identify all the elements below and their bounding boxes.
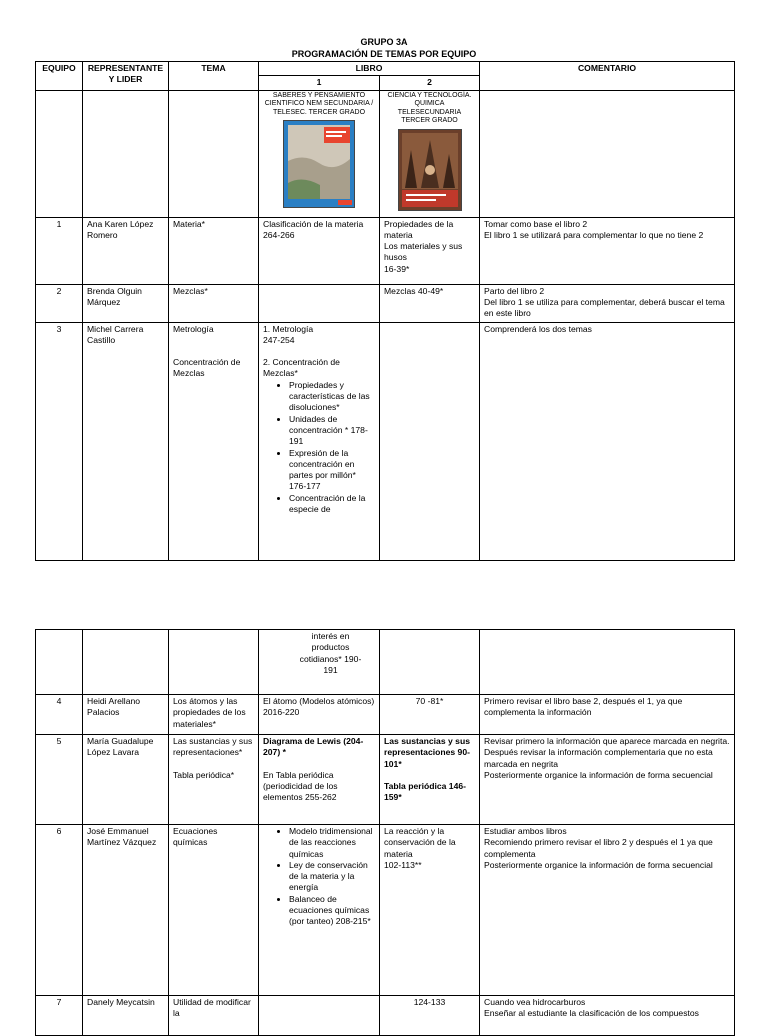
table-row-1	[36, 217, 735, 284]
book-2-title: CIENCIA Y TECNOLOGÍA. QUIMICA TELESECUNDARIA TERCER GRADO	[387, 91, 472, 125]
book-1-title: SABERES Y PENSAMIENTO CIENTIFICO NEM SECUNDARIA / TELESEC. TERCER GRADO	[264, 91, 374, 116]
libro1-1-pages: 264-266	[263, 229, 295, 240]
libro2-6-pages: 102-113**	[384, 859, 422, 870]
list-item: • Balanceo de ecuaciones químicas (por tanteo) 208-215*	[289, 894, 375, 928]
tema-6: Ecuaciones químicas	[169, 825, 259, 996]
books-row	[36, 90, 735, 217]
libro1-5-lewis: Diagrama de Lewis (204-207) *	[263, 736, 364, 758]
equipo-1: 1	[36, 217, 83, 284]
libro1-6	[259, 825, 380, 996]
libro2-5	[380, 735, 480, 825]
table-row-2	[36, 284, 735, 322]
equipo-3: 3	[36, 322, 83, 560]
col-header-representante: REPRESENTANTE Y LIDER	[83, 62, 169, 91]
libro1-3-continued	[259, 630, 380, 695]
comentario-3: Comprenderá los dos temas	[480, 322, 735, 560]
list-item: • Ley de conservación de la materia y la energía	[289, 860, 375, 894]
libro1-5	[259, 735, 380, 825]
equipo-7: 7	[36, 996, 83, 1036]
program-table-part-2	[35, 629, 735, 1036]
libro1-5-tabla: En Tabla periódica (periodicidad de los elementos 255-262	[263, 769, 338, 803]
comentario-6-c: Posteriormente organice la información de forma secuencial	[484, 859, 713, 870]
libro1-4-topic: El átomo (Modelos atómicos)	[263, 696, 375, 706]
comentario-2-b: Del libro 1 se utiliza para complementar, deberá buscar el tema en este libro	[484, 296, 725, 319]
libro2-1-pages: 16-39*	[384, 263, 410, 274]
book-2-cell	[380, 90, 480, 217]
equipo-5: 5	[36, 735, 83, 825]
col-header-comentario: COMENTARIO	[480, 62, 735, 91]
doc-title-program: PROGRAMACIÓN DE TEMAS POR EQUIPO	[291, 49, 477, 59]
equipo-6: 6	[36, 825, 83, 996]
comentario-2	[480, 284, 735, 322]
rep-3: Michel Carrera Castillo	[83, 322, 169, 560]
col-header-equipo: EQUIPO	[36, 62, 83, 91]
comentario-5-b: Después revisar la información complementaria que no esta marcada en negrita	[484, 747, 713, 769]
libro2-4: 70 -81*	[380, 695, 480, 735]
book-2-cover	[398, 129, 462, 211]
list-item: • Concentración de la especie de	[289, 493, 375, 516]
tema-1: Materia*	[169, 217, 259, 284]
libro1-3-metrologia: 1. Metrología	[263, 323, 314, 334]
comentario-6-a: Estudiar ambos libros	[484, 826, 567, 836]
list-item: • Propiedades y características de las disoluciones*	[289, 380, 375, 414]
tema-7: Utilidad de modificar la	[169, 996, 259, 1036]
col-header-libro: LIBRO	[259, 62, 480, 76]
table-row-6	[36, 825, 735, 996]
tema-5	[169, 735, 259, 825]
col-header-tema: TEMA	[169, 62, 259, 91]
col-header-libro-2: 2	[380, 76, 480, 90]
comentario-1	[480, 217, 735, 284]
libro1-3-concentracion: 2. Concentración de Mezclas*	[263, 357, 340, 379]
comentario-2-a: Parto del libro 2	[484, 285, 545, 296]
tema-5-a: Las sustancias y sus representaciones*	[173, 736, 253, 758]
libro1-4-pages: 2016-220	[263, 707, 300, 718]
comentario-5	[480, 735, 735, 825]
libro2-1-topic-a: Propiedades de la materia	[384, 218, 454, 240]
libro2-1-topic-b: Los materiales y sus husos	[384, 241, 463, 263]
tema-3-b: Concentración de Mezclas	[173, 356, 241, 379]
comentario-1-b: El libro 1 se utilizará para complementar lo que no tiene 2	[484, 229, 704, 240]
table-row-3-continued	[36, 630, 735, 695]
libro2-6	[380, 825, 480, 996]
comentario-4: Primero revisar el libro base 2, después el 1, ya que complementa la información	[480, 695, 735, 735]
tema-5-b: Tabla periódica*	[173, 769, 235, 780]
rep-7: Danely Meycatsin	[83, 996, 169, 1036]
tema-3	[169, 322, 259, 560]
libro2-1	[380, 217, 480, 284]
comentario-5-c: Posteriormente organice la información de forma secuencial	[484, 769, 713, 780]
rep-6: José Emmanuel Martínez Vázquez	[83, 825, 169, 996]
libro2-5-sustancias: Las sustancias y sus representaciones 90-101*	[384, 736, 470, 769]
libro1-4	[259, 695, 380, 735]
libro1-3-continued-text: interés en productos cotidianos* 190-191	[299, 631, 362, 675]
col-header-libro-1: 1	[259, 76, 380, 90]
list-item: • Modelo tridimensional de las reacciones químicas	[289, 826, 375, 860]
comentario-7	[480, 996, 735, 1036]
tema-4: Los átomos y las propiedades de los materiales*	[169, 695, 259, 735]
rep-2: Brenda Olguin Márquez	[83, 284, 169, 322]
book-1-cover	[283, 120, 355, 208]
libro2-7: 124-133	[380, 996, 480, 1036]
libro1-3	[259, 322, 380, 560]
comentario-7-b: Enseñar al estudiante la clasificación de los compuestos	[484, 1008, 699, 1019]
list-item: • Expresión de la concentración en partes por millón* 176-177	[289, 448, 375, 493]
table-row-5	[36, 735, 735, 825]
comentario-6-b: Recomiendo primero revisar el libro 2 y después el 1 ya que complementa	[484, 837, 713, 859]
tema-3-a: Metrología	[173, 323, 214, 334]
comentario-7-a: Cuando vea hidrocarburos	[484, 997, 586, 1007]
equipo-4: 4	[36, 695, 83, 735]
libro1-3-metrologia-pages: 247-254	[263, 334, 295, 345]
doc-title-group: GRUPO 3A	[360, 37, 408, 47]
list-item: • Unidades de concentración * 178- 191	[289, 414, 375, 448]
rep-5: María Guadalupe López Lavara	[83, 735, 169, 825]
rep-1: Ana Karen López Romero	[83, 217, 169, 284]
libro2-6-topic: La reacción y la conservación de la materia	[384, 826, 456, 859]
libro2-2: Mezclas 40-49*	[380, 284, 480, 322]
libro1-1	[259, 217, 380, 284]
libro1-3-bullets	[263, 380, 375, 516]
comentario-5-a: Revisar primero la información que aparece marcada en negrita.	[484, 736, 730, 746]
table-row-7	[36, 996, 735, 1036]
tema-2: Mezclas*	[169, 284, 259, 322]
libro2-5-tabla: Tabla periódica 146-159*	[384, 780, 466, 803]
equipo-2: 2	[36, 284, 83, 322]
book-1-cell	[259, 90, 380, 217]
comentario-1-a: Tomar como base el libro 2	[484, 218, 588, 229]
table-row-3	[36, 322, 735, 560]
rep-4: Heidi Arellano Palacios	[83, 695, 169, 735]
program-table-part-1	[35, 61, 735, 561]
comentario-6	[480, 825, 735, 996]
libro1-6-bullets	[263, 826, 375, 928]
table-row-4	[36, 695, 735, 735]
libro1-1-topic: Clasificación de la materia	[263, 218, 364, 229]
